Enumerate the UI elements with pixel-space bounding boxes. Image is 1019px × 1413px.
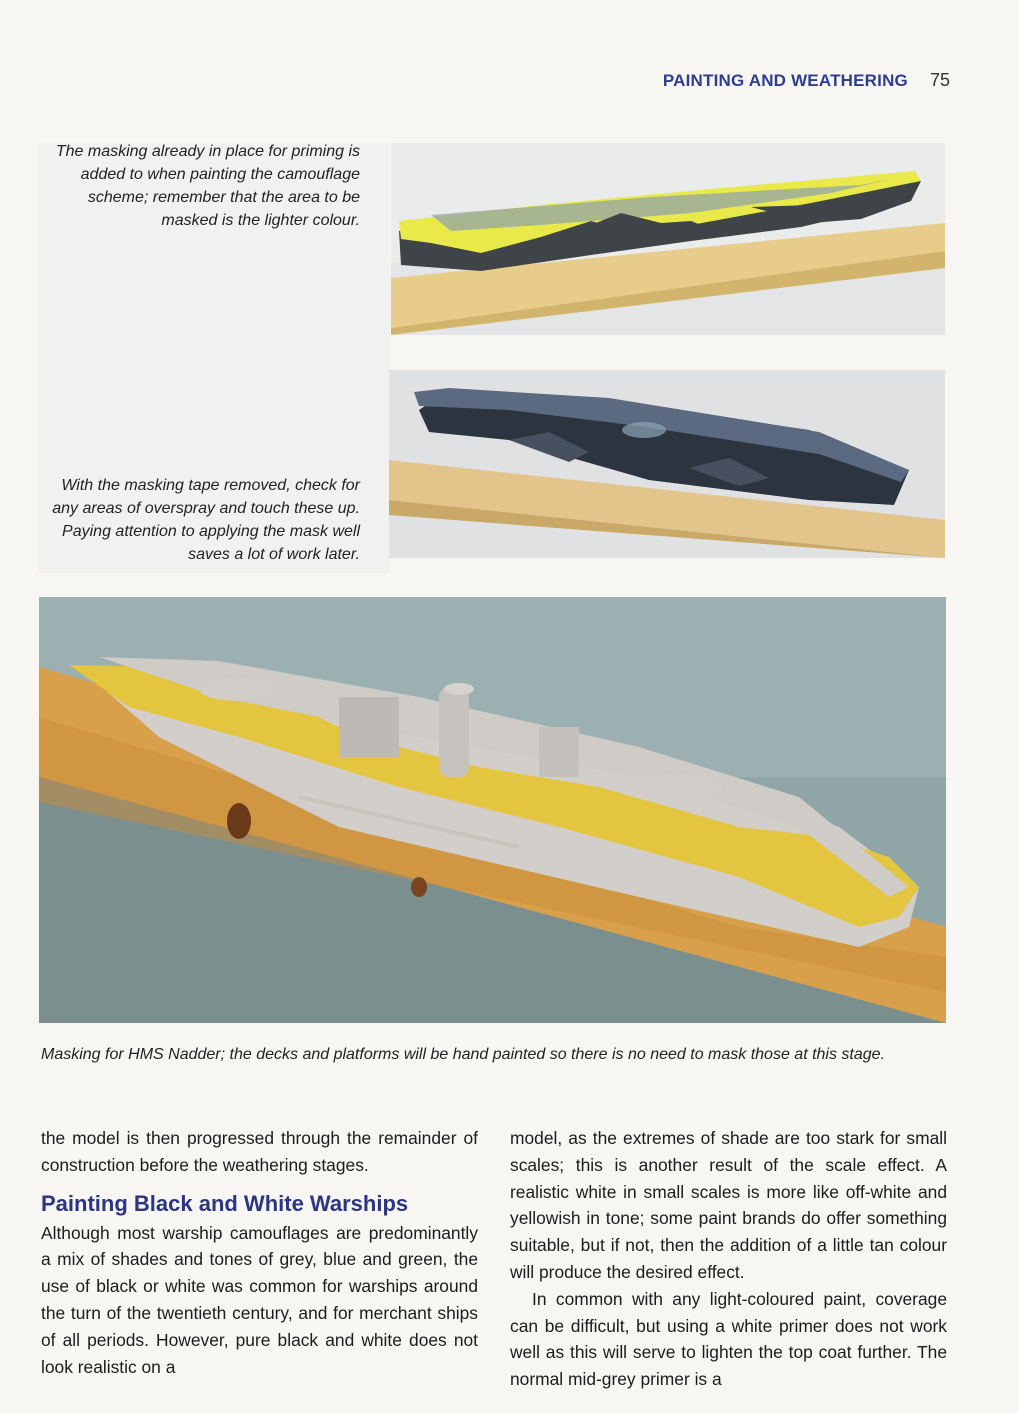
photo-masked-carrier [391, 143, 945, 335]
right-paragraph-1: model, as the extremes of shade are too stark for small scales; this is another result of the scale effect. A realistic white in small scales is more like off-white and yellowish in tone; some paint brands do offer something suitable, but if not, then the addition of a little tan colour will produce the desired effect. [510, 1128, 947, 1282]
left-column [41, 1125, 478, 1380]
right-paragraph-2: In common with any light-coloured paint, coverage can be difficult, but using a white primer does not work well as this will serve to lighten the top coat further. The normal mid-grey primer is a [510, 1288, 947, 1390]
caption-photo-2: With the masking tape removed, check for any areas of overspray and touch these up. Paying attention to applying the mask well saves a lot of work later. [52, 477, 360, 563]
running-head: PAINTING AND WEATHERING [662, 71, 908, 90]
section-heading: Painting Black and White Warships [41, 1190, 409, 1216]
photo-unmasked-carrier [389, 370, 945, 558]
caption-photo-3: Masking for HMS Nadder; the decks and platforms will be hand painted so there is no need to mask those at this stage. [41, 1046, 886, 1063]
left-body-paragraph: Although most warship camouflages are predominantly a mix of shades and tones of grey, blue and green, the use of black or white was common for warships around the turn of the twentieth century, and for merchant ships of all periods. However, pure black and white does not look realistic on a [41, 1222, 478, 1377]
right-column [510, 1125, 947, 1393]
left-intro-paragraph: the model is then progressed through the remainder of construction before the weathering stages. [41, 1128, 478, 1175]
caption-photo-1: The masking already in place for priming is added to when painting the camouflage scheme; remember that the area to be masked is the lighter colour. [55, 143, 360, 229]
page-number: 75 [929, 70, 950, 90]
photo-hms-nadder [39, 597, 946, 1023]
page-header [560, 70, 950, 96]
